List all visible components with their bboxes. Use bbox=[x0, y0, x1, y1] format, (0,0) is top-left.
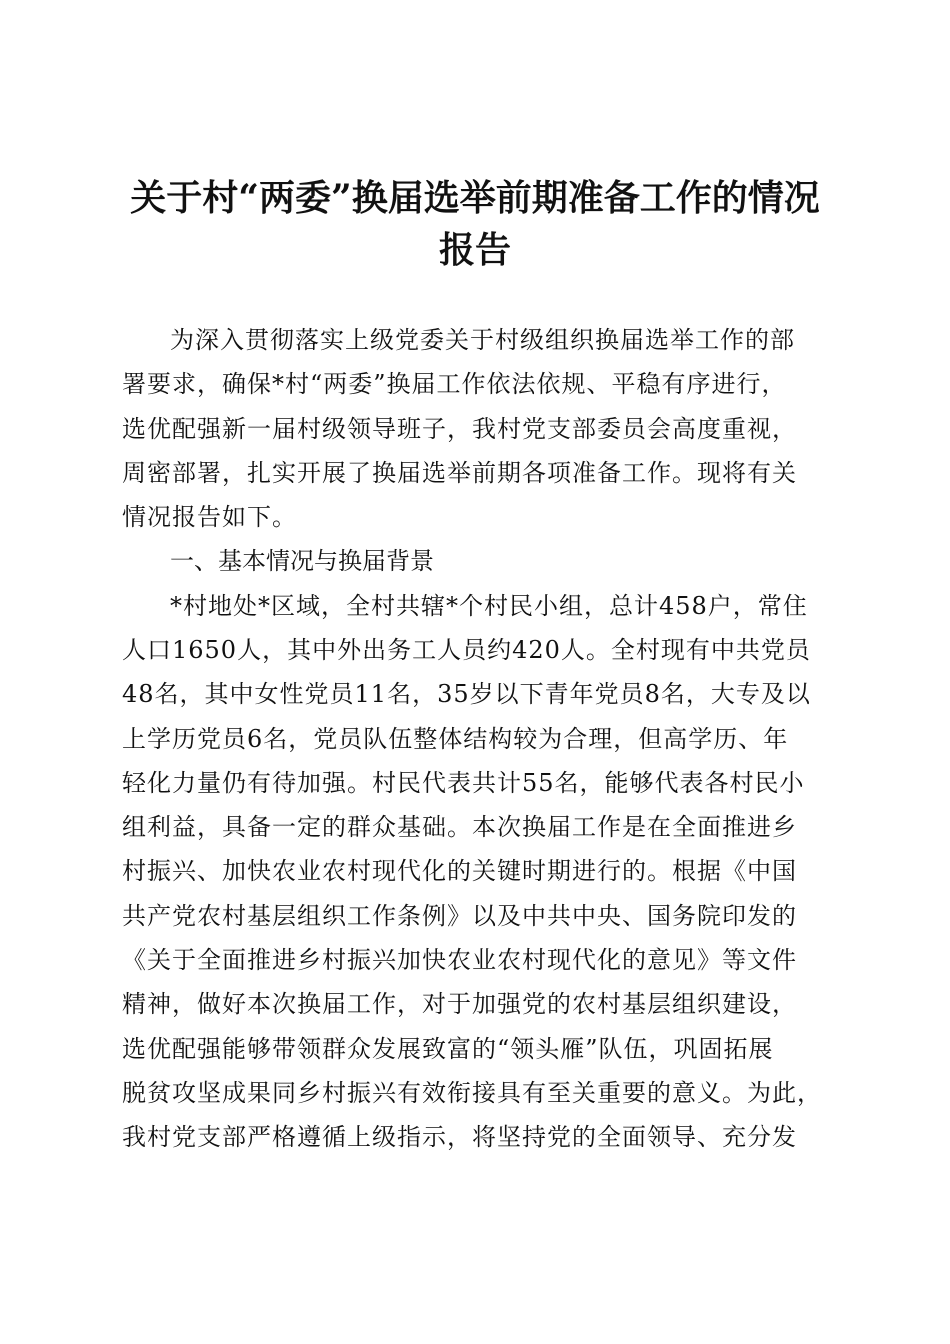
title-line-1: 关于村“两委”换届选举前期准备工作的情况 bbox=[130, 177, 820, 219]
intro-line-5: 情况报告如下。 bbox=[122, 503, 297, 531]
intro-line-3: 选优配强新一届村级领导班子，我村党支部委员会高度重视， bbox=[122, 415, 797, 443]
section-line-7: 村振兴、加快农业农村现代化的关键时期进行的。根据《中国 bbox=[122, 857, 797, 885]
section-line-10: 精神，做好本次换届工作，对于加强党的农村基层组织建设， bbox=[122, 990, 797, 1018]
intro-line-4: 周密部署，扎实开展了换届选举前期各项准备工作。现将有关 bbox=[122, 459, 797, 487]
intro-line-2: 署要求，确保*村“两委”换届工作依法依规、平稳有序进行， bbox=[122, 370, 787, 398]
title-line-2: 报告 bbox=[438, 229, 511, 271]
section-line-4: 上学历党员6名，党员队伍整体结构较为合理，但高学历、年 bbox=[122, 725, 789, 753]
section-line-13: 我村党支部严格遵循上级指示，将坚持党的全面领导、充分发 bbox=[122, 1123, 797, 1151]
section-line-9: 《关于全面推进乡村振兴加快农业农村现代化的意见》等文件 bbox=[122, 946, 797, 974]
section-line-3: 48名，其中女性党员11名，35岁以下青年党员8名，大专及以 bbox=[122, 680, 811, 708]
intro-line-1: 为深入贯彻落实上级党委关于村级组织换届选举工作的部 bbox=[170, 326, 795, 354]
section-line-11: 选优配强能够带领群众发展致富的“领头雁”队伍，巩固拓展 bbox=[122, 1035, 774, 1063]
section-line-12: 脱贫攻坚成果同乡村振兴有效衔接具有至关重要的意义。为此， bbox=[122, 1079, 822, 1107]
section-line-6: 组利益，具备一定的群众基础。本次换届工作是在全面推进乡 bbox=[122, 813, 797, 841]
section-line-8: 共产党农村基层组织工作条例》以及中共中央、国务院印发的 bbox=[122, 902, 797, 930]
section-heading: 一、基本情况与换届背景 bbox=[170, 547, 434, 575]
section-line-1: *村地处*区域，全村共辖*个村民小组，总计458户，常住 bbox=[170, 592, 808, 620]
section-line-2: 人口1650人，其中外出务工人员约420人。全村现有中共党员 bbox=[122, 636, 811, 664]
section-line-5: 轻化力量仍有待加强。村民代表共计55名，能够代表各村民小 bbox=[122, 769, 805, 797]
